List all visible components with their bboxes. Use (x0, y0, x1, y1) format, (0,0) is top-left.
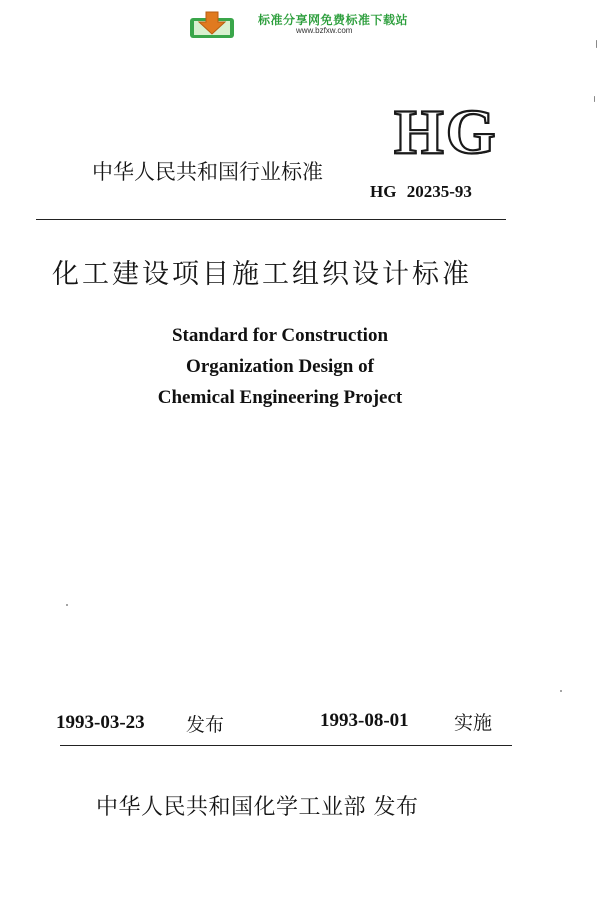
watermark-url[interactable]: www.bzfxw.com (296, 26, 353, 35)
footer-divider (60, 745, 512, 746)
chinese-title: 化工建设项目施工组织设计标准 (52, 259, 472, 290)
scan-speck (594, 96, 595, 102)
scan-speck (596, 40, 597, 48)
industry-standard-label: 中华人民共和国行业标准 (92, 160, 323, 184)
download-arrow-icon (186, 10, 238, 40)
hg-logo: HG (394, 96, 498, 167)
implementation-date: 1993-08-01 (320, 710, 409, 731)
english-title-line: Organization Design of (186, 356, 374, 377)
header-divider (36, 219, 506, 220)
standard-number: HG 20235-93 (370, 182, 472, 201)
english-title (100, 320, 460, 413)
scan-speck (66, 604, 68, 606)
publisher: 中华人民共和国化学工业部 发布 (96, 795, 419, 820)
watermark-site-name: 标准分享网免费标准下载站 (258, 13, 409, 27)
english-title-line: Standard for Construction (171, 325, 389, 346)
scan-speck (560, 690, 562, 692)
implementation-label: 实施 (454, 712, 493, 734)
english-title-line: Chemical Engineering Project (157, 387, 403, 408)
issue-label: 发布 (186, 714, 225, 736)
issue-date: 1993-03-23 (56, 712, 145, 733)
